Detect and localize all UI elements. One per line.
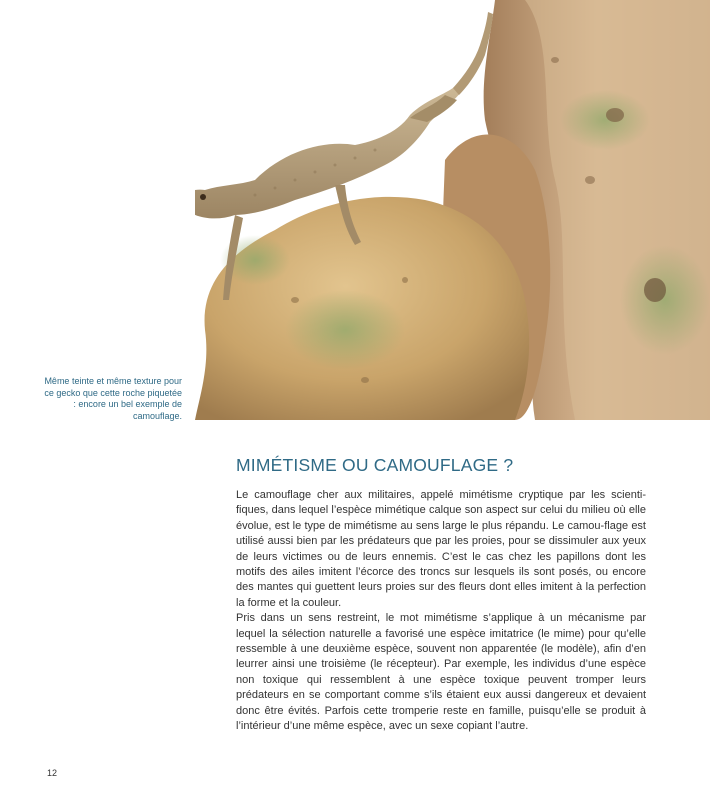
article-body xyxy=(236,488,646,735)
gecko-photo xyxy=(195,0,710,420)
page-number: 12 xyxy=(47,768,58,778)
section-heading: MIMÉTISME OU CAMOUFLAGE ? xyxy=(236,455,514,475)
paragraph: Le camouflage cher aux militaires, appelé mimétisme cryptique par les scienti-fiques, dans lequel l’espèce mimétique calque son aspect sur celui du milieu où elle évolue, est le type de mimétisme au sens large le plus répandu. Le camou-flage est utilisé aussi bien par les prédateurs que par les proies, pour se dissimuler aux yeux de leurs victimes ou de leurs ennemis. C’est le cas chez les papillons dont les motifs des ailes imitent l’écorce des troncs sur lesquels ils sont posés, ou encore des mantes qui guettent leurs proies sur des fleurs dont elles imitent à la perfection la forme et la couleur. xyxy=(236,489,646,609)
photo-caption: Même teinte et même texture pour ce gecko que cette roche piquetée : encore un bel exemple de camouflage. xyxy=(44,376,182,421)
paragraph: Pris dans un sens restreint, le mot mimétisme s’applique à un mécanisme par lequel la sélection naturelle a favorisé une espèce imitatrice (le mime) pour qu’elle ressemble à une deuxième espèce, souvent non apparentée (le modèle), afin d’en leurrer ainsi une troisième (le récepteur). Par exemple, les individus d’une espèce non toxique qui ressemblent à une espèce toxique peuvent tromper leurs prédateurs en se comportant comme s’ils étaient eux aussi dangereux et devaient donc être évités. Parfois cette tromperie reste en famille, puisqu’elle se produit à l’intérieur d’une même espèce, avec un sexe copiant l’autre. xyxy=(236,612,646,733)
